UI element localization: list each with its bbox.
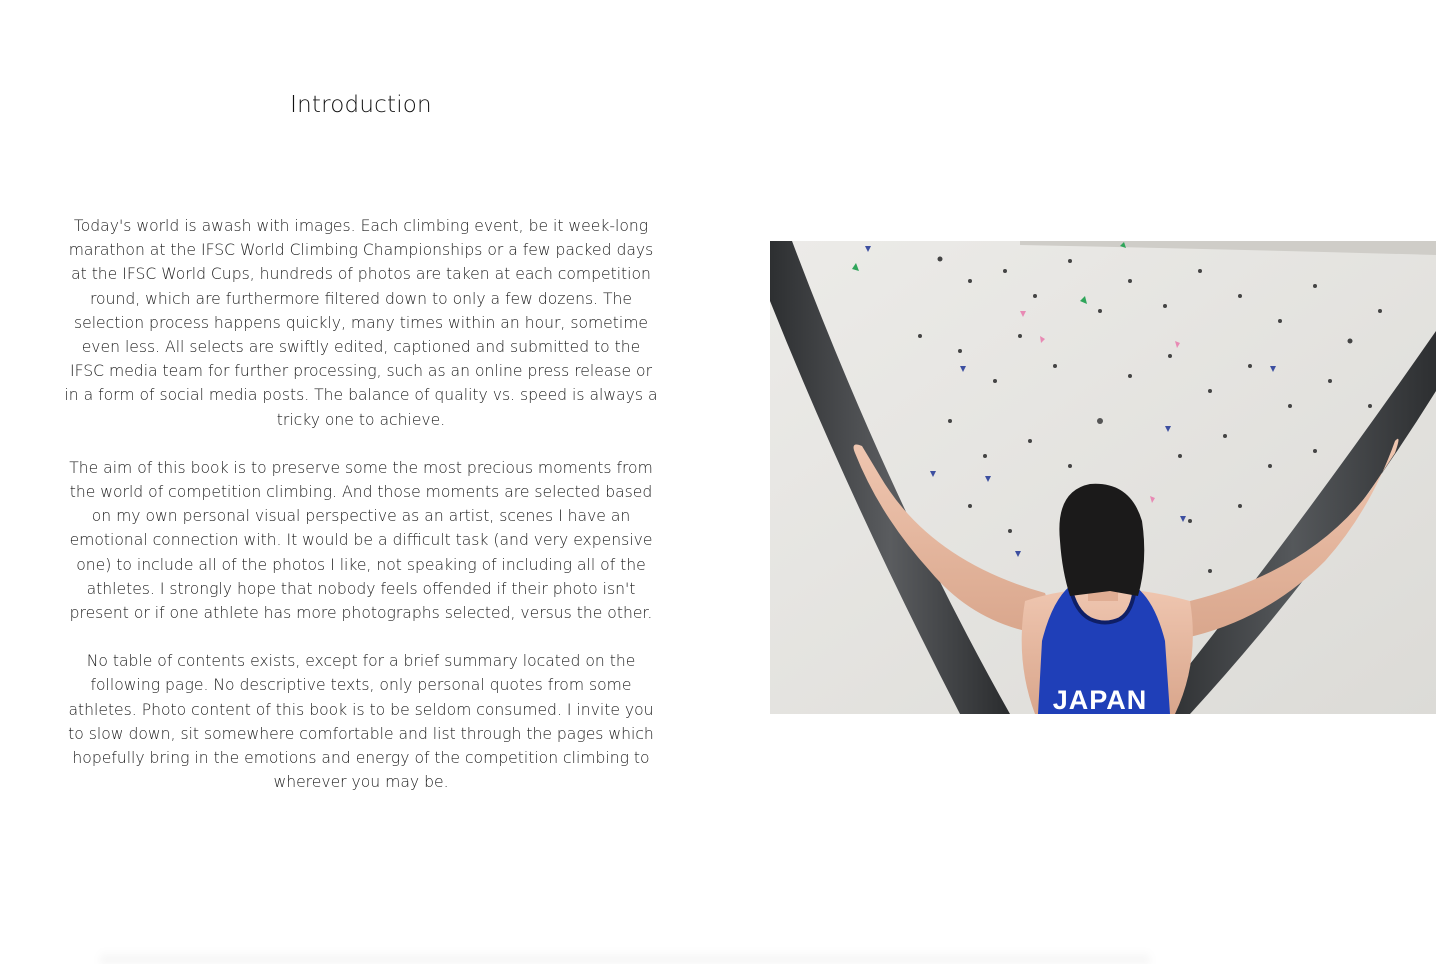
left-page [0,0,722,964]
jersey-text: JAPAN [1052,685,1148,714]
intro-paragraph-1: Today's world is awash with images. Each climbing event, be it week-long marathon at the IFSC World Climbing Championships or a few packed days at the IFSC World Cups, hundreds of photos are taken at each competition round, which are furthermore filtered down to only a few dozens. The selection process happens quickly, many times within an hour, sometime even less. All selects are swiftly edited, captioned and submitted to the IFSC media team for further processing, such as an online press release or in a form of social media posts. The balance of quality vs. speed is always a tricky one to achieve. [64,217,658,429]
intro-body [64,214,658,818]
hair [1059,484,1144,596]
page-title: Introduction [290,92,432,118]
intro-paragraph-3: No table of contents exists, except for a brief summary located on the following page. No descriptive texts, only personal quotes from some athletes. Photo content of this book is to be seldom consumed. I invite you to slow down, sit somewhere comfortable and list through the pages which hopefully bring in the emotions and energy of the competition climbing to wherever you may be. [68,652,654,792]
climber-photo-illustration [770,241,1436,714]
intro-paragraph-2: The aim of this book is to preserve some the most precious moments from the world of competition climbing. And those moments are selected based on my own personal visual perspective as an artist, scenes I have an emotional connection with. It would be a difficult task (and very expensive one) to include all of the photos I like, not speaking of including all of the athletes. I strongly hope that nobody feels offended if their photo isn't present or if one athlete has more photographs selected, versus the other. [69,458,653,623]
page-shadow [100,950,1150,964]
climber-photo [770,241,1436,714]
